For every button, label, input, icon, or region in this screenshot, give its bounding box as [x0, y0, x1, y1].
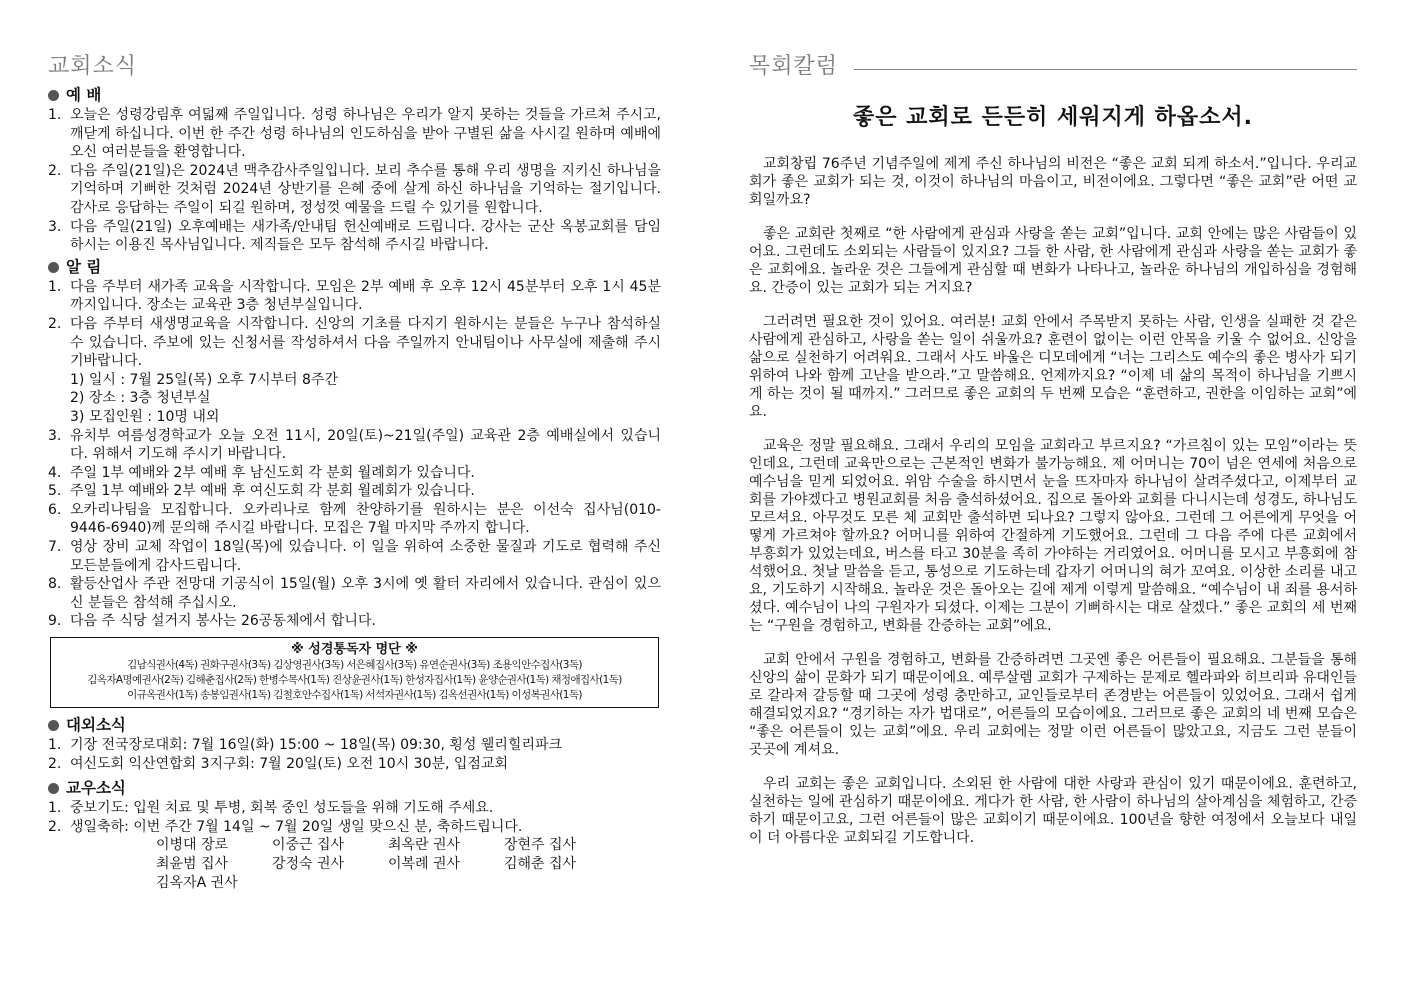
- column-paragraph: 교회 안에서 구원을 경험하고, 변화를 간증하려면 그곳엔 좋은 어른들이 필요해요. 그분들을 통해 신앙의 삶이 문화가 되기 때문이에요. 예루살렘 교회가 구제하는 문제로 헬라파와 히브리파 유대인들로 갈라져 갈등할 때 그곳에 성령 충만하고, 교인들로부터 존경받는 어른들이 있었어요. 그래서 쉽게 해결되었지요? “경기하는 자가 법대로”, 어른들의 모습이에요. 그러므로 좋은 교회의 네 번째 모습은 “좋은 어른들이 있는 교회”에요. 우리 교회에는 정말 이런 어른들이 많았고요, 지금도 그런 분들이 곳곳에 계셔요.: [749, 652, 1357, 758]
- education-detail: 1) 일시 : 7월 25일(목) 오후 7시부터 8주간 2) 장소 : 3층 청년부실 3) 모집인원 : 10명 내외: [70, 371, 338, 425]
- list-item: 1. 중보기도: 입원 치료 및 투병, 회복 중인 성도들을 위해 기도해 주세요.: [48, 800, 494, 817]
- list-item: 7. 영상 장비 교체 작업이 18일(목)에 있습니다. 이 일을 위하여 소중한 물질과 기도로 협력해 주신 모든분들에게 감사드립니다.: [48, 539, 661, 574]
- bible-readers-line: 김남식권사(4독) 권화구권사(3독) 김상영권사(3독) 서은혜집사(3독) 유연순권사(3독) 조용익안수집사(3독): [127, 659, 582, 672]
- external-news-heading: 대외소식: [48, 716, 661, 735]
- header-divider: [854, 69, 1357, 70]
- birthday-name: 이병대 장로: [156, 837, 229, 854]
- right-page: [701, 0, 1403, 992]
- member-news-list: [48, 799, 661, 836]
- list-item: 6. 오카리나팀을 모집합니다. 오카리나로 함께 찬양하기를 원하시는 분은 이선숙 집사님(010-9446-6940)께 문의해 주시길 바랍니다. 모집은 7월 마지막 주까지 합니다.: [48, 501, 661, 537]
- birthday-name: 장현주 집사: [504, 837, 577, 854]
- birthday-name: 최옥란 권사: [388, 837, 461, 854]
- bible-readers-title: ※ 성경통독자 명단 ※: [291, 642, 418, 658]
- notice-list: [48, 278, 661, 371]
- bible-readers-line: 이규옥권사(1독) 송봉임권사(1독) 김철호안수집사(1독) 서석자권사(1독) 김옥선권사(1독) 이성복권사(1독): [127, 689, 582, 702]
- column-header: [749, 52, 1357, 82]
- bullet-icon: [48, 262, 59, 273]
- list-item: 9. 다음 주 식당 설거지 봉사는 26공동체에서 합니다.: [48, 613, 376, 630]
- worship-list: [48, 106, 661, 255]
- bullet-icon: [48, 90, 59, 101]
- birthday-name: 이복례 권사: [388, 856, 461, 872]
- bible-readers-line: 김옥자A명예권사(2독) 김해춘집사(2독) 한병수목사(1독) 진상윤권사(1독) 한성자집사(1독) 윤양순권사(1독) 채정애집사(1독): [87, 674, 622, 687]
- section-title-pastor-column: 목회칼럼: [749, 54, 839, 79]
- birthday-name: 김옥자A 권사: [156, 874, 238, 891]
- list-item: 3. 유치부 여름성경학교가 오늘 오전 11시, 20일(토)~21일(주일) 교육관 2층 예배실에서 있습니다. 위해서 기도해 주시기 바랍니다.: [48, 427, 661, 463]
- section-title-church-news: 교회소식: [48, 54, 138, 79]
- list-item: 5. 주일 1부 예배와 2부 예배 후 여신도회 각 분회 월례회가 있습니다.: [48, 483, 475, 500]
- list-item: 2. 다음 주일(21일)은 2024년 맥추감사주일입니다. 보리 추수를 통해 우리 생명을 지키신 하나님을 기억하며 기뻐한 것처럼 2024년 상반기를 은혜 중에 살게 하신 하나님을 기억하는 절기입니다. 감사로 응답하는 주일이 되길 원하며, 정성껏 예물을 드릴 수 있기를 원합니다.: [48, 162, 661, 216]
- member-news-heading: 교우소식: [48, 779, 661, 798]
- left-page: [0, 0, 701, 992]
- column-paragraph: 교회창립 76주년 기념주일에 제게 주신 하나님의 비전은 “좋은 교회 되게 하소서.”입니다. 우리교회가 좋은 교회가 되는 것, 이것이 하나님의 마음이고, 비전이에요. 그렇다면 “좋은 교회”란 어떤 교회일까요?: [749, 156, 1357, 208]
- column-paragraph: 교육은 정말 필요해요. 그래서 우리의 모임을 교회라고 부르지요? “가르침이 있는 모임”이라는 뜻인데요, 그런데 교육만으로는 근본적인 변화가 불가능해요. 제 어머니는 70이 넘은 연세에 처음으로 예수님을 믿게 되었어요. 위암 수술을 하시면서 눈을 뜨자마자 하나님이 살려주셨다고, 이제부터 교회를 가야겠다고 병원교회를 처음 출석하셨어요. 집으로 돌아와 교회를 다니시는데 성경도, 하나님도 모르셔요. 아무것도 모른 체 교회만 출석하면 되나요? 그렇지 않아요. 그런데 그 어른에게 무엇을 어떻게 가르쳐야 할까요? 어머니를 위하여 간절하게 기도했어요. 그런데 그 다음 주에 다른 교회에서 부흥회가 있었는데요, 버스를 타고 30분을 족히 가야하는 거리였어요. 어머니를 모시고 부흥회에 참석했어요. 첫날 말씀을 듣고, 통성으로 기도하는데 갑자기 어머니의 혀가 꼬여요. 이상한 소리를 내고요, 기도하기 시작해요. 놀라운 것은 돌아오는 길에 제게 이렇게 말씀해요. “예수님이 내 죄를 용서하셨다. 예수님이 나의 구원자가 되셨다. 이제는 그분이 기뻐하시는 대로 살겠다.” 좋은 교회의 세 번째는 “구원을 경험하고, 변화를 간증하는 교회”에요.: [749, 438, 1357, 634]
- column-paragraph: 좋은 교회란 첫째로 “한 사람에게 관심과 사랑을 쏟는 교회”입니다. 교회 안에는 많은 사람들이 있어요. 그런데도 소외되는 사람들이 있지요? 그들 한 사람, 한 사람에게 관심과 사랑을 쏟는 교회가 좋은 교회에요. 놀라운 것은 그들에게 관심할 때 변화가 나타나고, 놀라운 하나님의 개입하심을 경험해요. 간증이 있는 교회가 되는 거지요?: [749, 226, 1357, 296]
- column-title: 좋은 교회로 든든히 세워지게 하옵소서.: [852, 105, 1254, 130]
- birthday-name: 이중근 집사: [272, 837, 345, 854]
- external-news-list: [48, 736, 661, 773]
- bullet-icon: [48, 783, 59, 794]
- list-item: 1. 오늘은 성령강림후 여덟째 주일입니다. 성령 하나님은 우리가 알지 못하는 것들을 가르쳐 주시고, 깨닫게 하십니다. 이번 한 주간 성령 하나님의 인도하심을 받아 구별된 삶을 사시길 원하며 예배에 오신 여러분들을 환영합니다.: [48, 107, 661, 161]
- birthday-name: 김해춘 집사: [504, 856, 577, 872]
- list-item: 2. 생일축하: 이번 주간 7월 14일 ~ 7월 20일 생일 맞으신 분, 축하드립니다.: [48, 818, 523, 835]
- list-item: 1. 다음 주부터 새가족 교육을 시작합니다. 모임은 2부 예배 후 오후 12시 45분부터 오후 1시 45분까지입니다. 장소는 교육관 3층 청년부실입니다.: [48, 278, 661, 314]
- list-item: 1. 기장 전국장로대회: 7월 16일(화) 15:00 ~ 18일(목) 09:30, 횡성 웰리힐리파크: [48, 737, 563, 754]
- birthday-row: [48, 855, 661, 874]
- birthday-list: [48, 836, 661, 892]
- notice-list-continued: [48, 427, 661, 632]
- list-item: 4. 주일 1부 예배와 2부 예배 후 남신도회 각 분회 월례회가 있습니다.: [48, 464, 475, 481]
- birthday-name: 최윤범 집사: [156, 856, 229, 872]
- bullet-icon: [48, 720, 59, 731]
- list-item: 3. 다음 주일(21일) 오후예배는 새가족/안내팀 헌신예배로 드립니다. 강사는 군산 옥봉교회를 담임하시는 이용진 목사님입니다. 제직들은 모두 참석해 주시길 바랍니다.: [48, 218, 661, 254]
- column-paragraph: 그러려면 필요한 것이 있어요. 여러분! 교회 안에서 주목받지 못하는 사람, 인생을 실패한 것 같은 사람에게 관심하고, 사랑을 쏟는 일이 쉬울까요? 훈련이 없이는 이런 안목을 키울 수 없어요. 신앙을 삶으로 실천하기 어려워요. 그래서 사도 바울은 디모데에게 “너는 그리스도 예수의 좋은 병사가 되기 위하여 나와 함께 고난을 받으라.”고 말씀해요. 언제까지요? “이제 네 삶의 목적이 하나님을 기쁘시게 하는 것이 될 때까지.” 그러므로 좋은 교회의 두 번째 모습은 “훈련하고, 권한을 이임하는 교회”에요.: [749, 314, 1357, 420]
- column-paragraph: 우리 교회는 좋은 교회입니다. 소외된 한 사람에 대한 사랑과 관심이 있기 때문이에요. 훈련하고, 실천하는 일에 관심하기 때문이에요. 게다가 한 사람, 한 사람이 하나님의 살아계심을 체험하고, 간증하기 때문이고요, 그런 어른들이 많은 교회이기 때문이에요. 100년을 향한 여정에서 오늘보다 내일이 더 아름다운 교회되길 기도합니다.: [749, 776, 1357, 846]
- list-item: 8. 활등산업사 주관 전망대 기공식이 15일(월) 오후 3시에 옛 활터 자리에서 있습니다. 관심이 있으신 분들은 참석해 주십시오.: [48, 576, 661, 611]
- list-item: 2. 다음 주부터 새생명교육을 시작합니다. 신앙의 기초를 다지기 원하시는 분들은 누구나 참석하실 수 있습니다. 주보에 있는 신청서를 작성하셔서 다음 주일까지 안내팀이나 사무실에 제출해 주시기바랍니다.: [48, 315, 661, 370]
- birthday-row: [48, 874, 661, 893]
- list-item: 2. 여신도회 익산연합회 3지구회: 7월 20일(토) 오전 10시 30분, 입점교회: [48, 755, 509, 772]
- birthday-name: 강정숙 권사: [272, 856, 345, 872]
- notice-heading: 알 림: [48, 258, 661, 277]
- worship-heading: 예 배: [48, 86, 661, 105]
- birthday-row: [48, 836, 661, 855]
- bible-readers-box: [50, 637, 659, 708]
